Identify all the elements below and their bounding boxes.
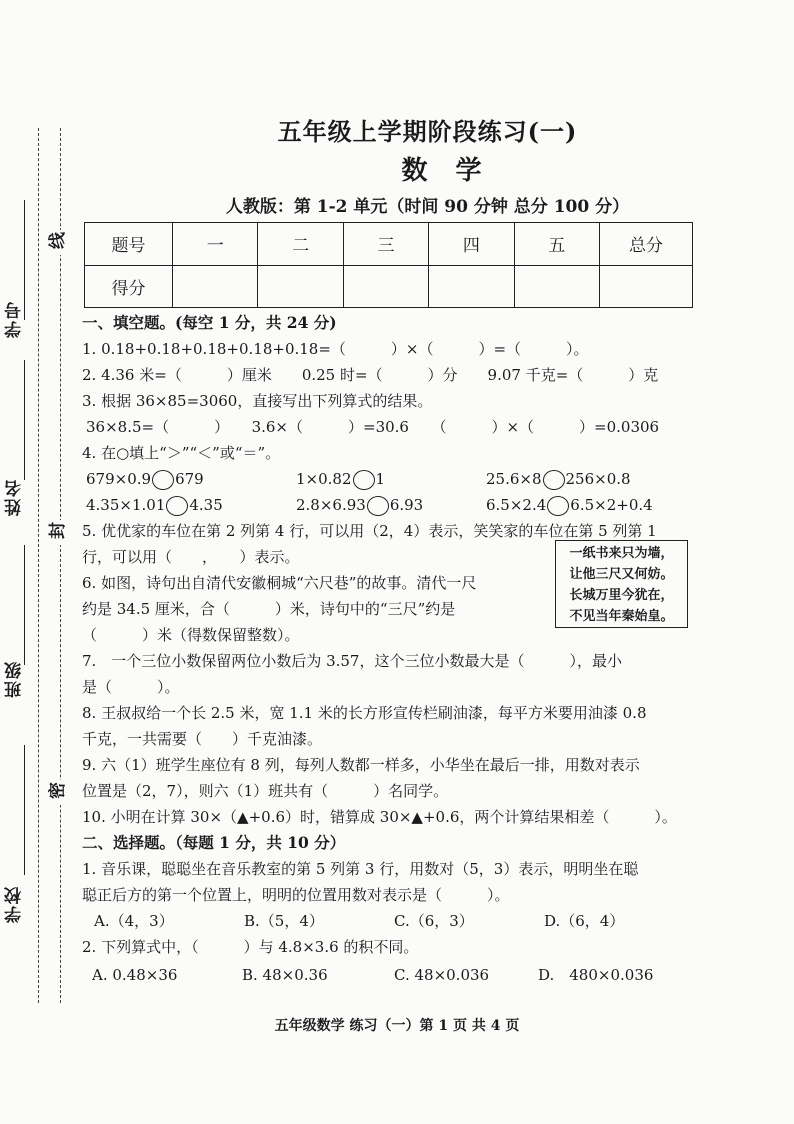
score-table [84,222,693,308]
choice-option[interactable]: B.（5，4） [244,912,324,930]
binding-margin [0,0,75,1124]
compare-item: 1×0.82 1 [296,470,386,488]
choice-option[interactable]: B. 48×0.36 [242,966,328,984]
class-fill-line [24,545,25,665]
choice-option[interactable]: A.（4，3） [94,912,174,930]
compare-item: 6.5×2.4 6.5×2+0.4 [486,496,653,514]
exam-subject: 数学 [401,156,510,186]
score-header-cell: 三 [343,223,428,266]
compare-item: 4.35×1.01 4.35 [86,496,223,514]
question-line: 4. 在○填上“＞”“＜”或“＝”。 [82,444,281,462]
question-line: 聪正后方的第一个位置上，明明的位置用数对表示是（ ）。 [82,886,510,904]
name-label: 姓名 [5,478,25,516]
question-line: 10. 小明在计算 30×（▲+0.6）时，错算成 30×▲+0.6，两个计算结果相差（ ）。 [82,808,677,826]
poem-line: 让他三尺又何妨。 [569,567,674,582]
score-table-header-row [85,223,693,266]
exam-title: 五年级上学期阶段练习(一) [277,117,578,146]
poem-line: 不见当年秦始皇。 [569,609,674,624]
student-no-label: 学号 [5,300,25,338]
question-line: 1. 0.18+0.18+0.18+0.18+0.18=（ ）×（ ）=（ ）。 [82,340,589,358]
cut-line-inner [60,128,61,1003]
exam-edition: 人教版：第 1-2 单元（时间 90 分钟 总分 100 分） [225,197,630,217]
section-heading-choice: 二、选择题。（每题 1 分，共 10 分） [82,833,346,852]
compare-circle[interactable] [353,470,375,490]
score-header-cell: 总分 [600,223,693,266]
compare-circle[interactable] [152,470,174,490]
compare-circle[interactable] [547,496,569,516]
page-footer: 五年级数学 练习（一）第 1 页 共 4 页 [274,1018,520,1034]
score-table-score-row [85,265,693,308]
score-row-label: 得分 [85,265,173,308]
cut-line-outer [38,128,39,1003]
choice-option[interactable]: D.（6，4） [544,912,625,930]
question-line: 1. 音乐课，聪聪坐在音乐教室的第 5 列第 3 行，用数对（5，3）表示，明明坐在聪 [82,860,639,878]
question-line: 2. 4.36 米=（ ）厘米 0.25 时=（ ）分 9.07 千克=（ ）克 [82,366,659,384]
score-cell[interactable] [429,265,514,308]
question-line: 约是 34.5 厘米，合（ ）米，诗句中的“三尺”约是 [82,600,456,618]
score-header-cell: 题号 [85,223,173,266]
question-line: 9. 六（1）班学生座位有 8 列，每列人数都一样多，小华坐在最后一排，用数对表示 [82,756,640,774]
compare-item: 679×0.9 679 [86,470,204,488]
score-cell[interactable] [343,265,428,308]
name-fill-line [24,360,25,480]
score-header-cell: 五 [514,223,599,266]
choice-option[interactable]: C.（6，3） [394,912,474,930]
score-header-cell: 二 [258,223,343,266]
seal-char-secret: 密 [46,780,67,805]
score-cell[interactable] [600,265,693,308]
compare-circle[interactable] [367,496,389,516]
question-line: 2. 下列算式中，（ ）与 4.8×3.6 的积不同。 [82,938,419,956]
question-line: 3. 根据 36×85=3060，直接写出下列算式的结果。 [82,392,433,410]
score-cell[interactable] [173,265,258,308]
seal-char-line: 线 [46,230,67,255]
seal-char-seal: 封 [46,520,67,545]
question-line: 千克，一共需要（ ）千克油漆。 [82,730,323,748]
choice-option[interactable]: C. 48×0.036 [394,966,490,984]
poem-line: 一纸书来只为墙， [569,546,674,561]
question-line: 8. 王叔叔给一个长 2.5 米，宽 1.1 米的长方形宣传栏刷油漆，每平方米要用油漆 0.8 [82,704,647,722]
question-line: 6. 如图，诗句出自清代安徽桐城“六尺巷”的故事。清代一尺 [82,574,477,592]
question-line: （ ）米（得数保留整数）。 [82,626,300,644]
score-header-cell: 四 [429,223,514,266]
school-label: 学校 [5,885,25,923]
score-cell[interactable] [514,265,599,308]
question-line: 5. 优优家的车位在第 2 列第 4 行，可以用（2，4）表示，笑笑家的车位在第 5 列第 1 [82,522,657,540]
compare-item: 25.6×8 256×0.8 [486,470,631,488]
score-header-cell: 一 [173,223,258,266]
score-cell[interactable] [258,265,343,308]
compare-item: 2.8×6.93 6.93 [296,496,424,514]
poem-box [555,540,688,628]
question-line: 位置是（2，7），则六（1）班共有（ ）名同学。 [82,782,449,800]
compare-circle[interactable] [543,470,565,490]
compare-circle[interactable] [166,496,188,516]
choice-option[interactable]: D. 480×0.036 [538,966,654,984]
school-fill-line [24,745,25,875]
question-line: 36×8.5=（ ） 3.6×（ ）=30.6 （ ）×（ ）=0.0306 [86,418,660,436]
class-label: 班级 [5,660,25,698]
question-line: 是（ ）。 [82,678,180,696]
question-line: 7. 一个三位小数保留两位小数后为 3.57，这个三位小数最大是（ ），最小 [82,652,622,670]
poem-line: 长城万里今犹在， [569,588,674,603]
section-heading-fill-blank: 一、填空题。(每空 1 分，共 24 分) [82,313,337,332]
question-line: 行，可以用（ ， ）表示。 [82,548,300,566]
choice-option[interactable]: A. 0.48×36 [92,966,178,984]
